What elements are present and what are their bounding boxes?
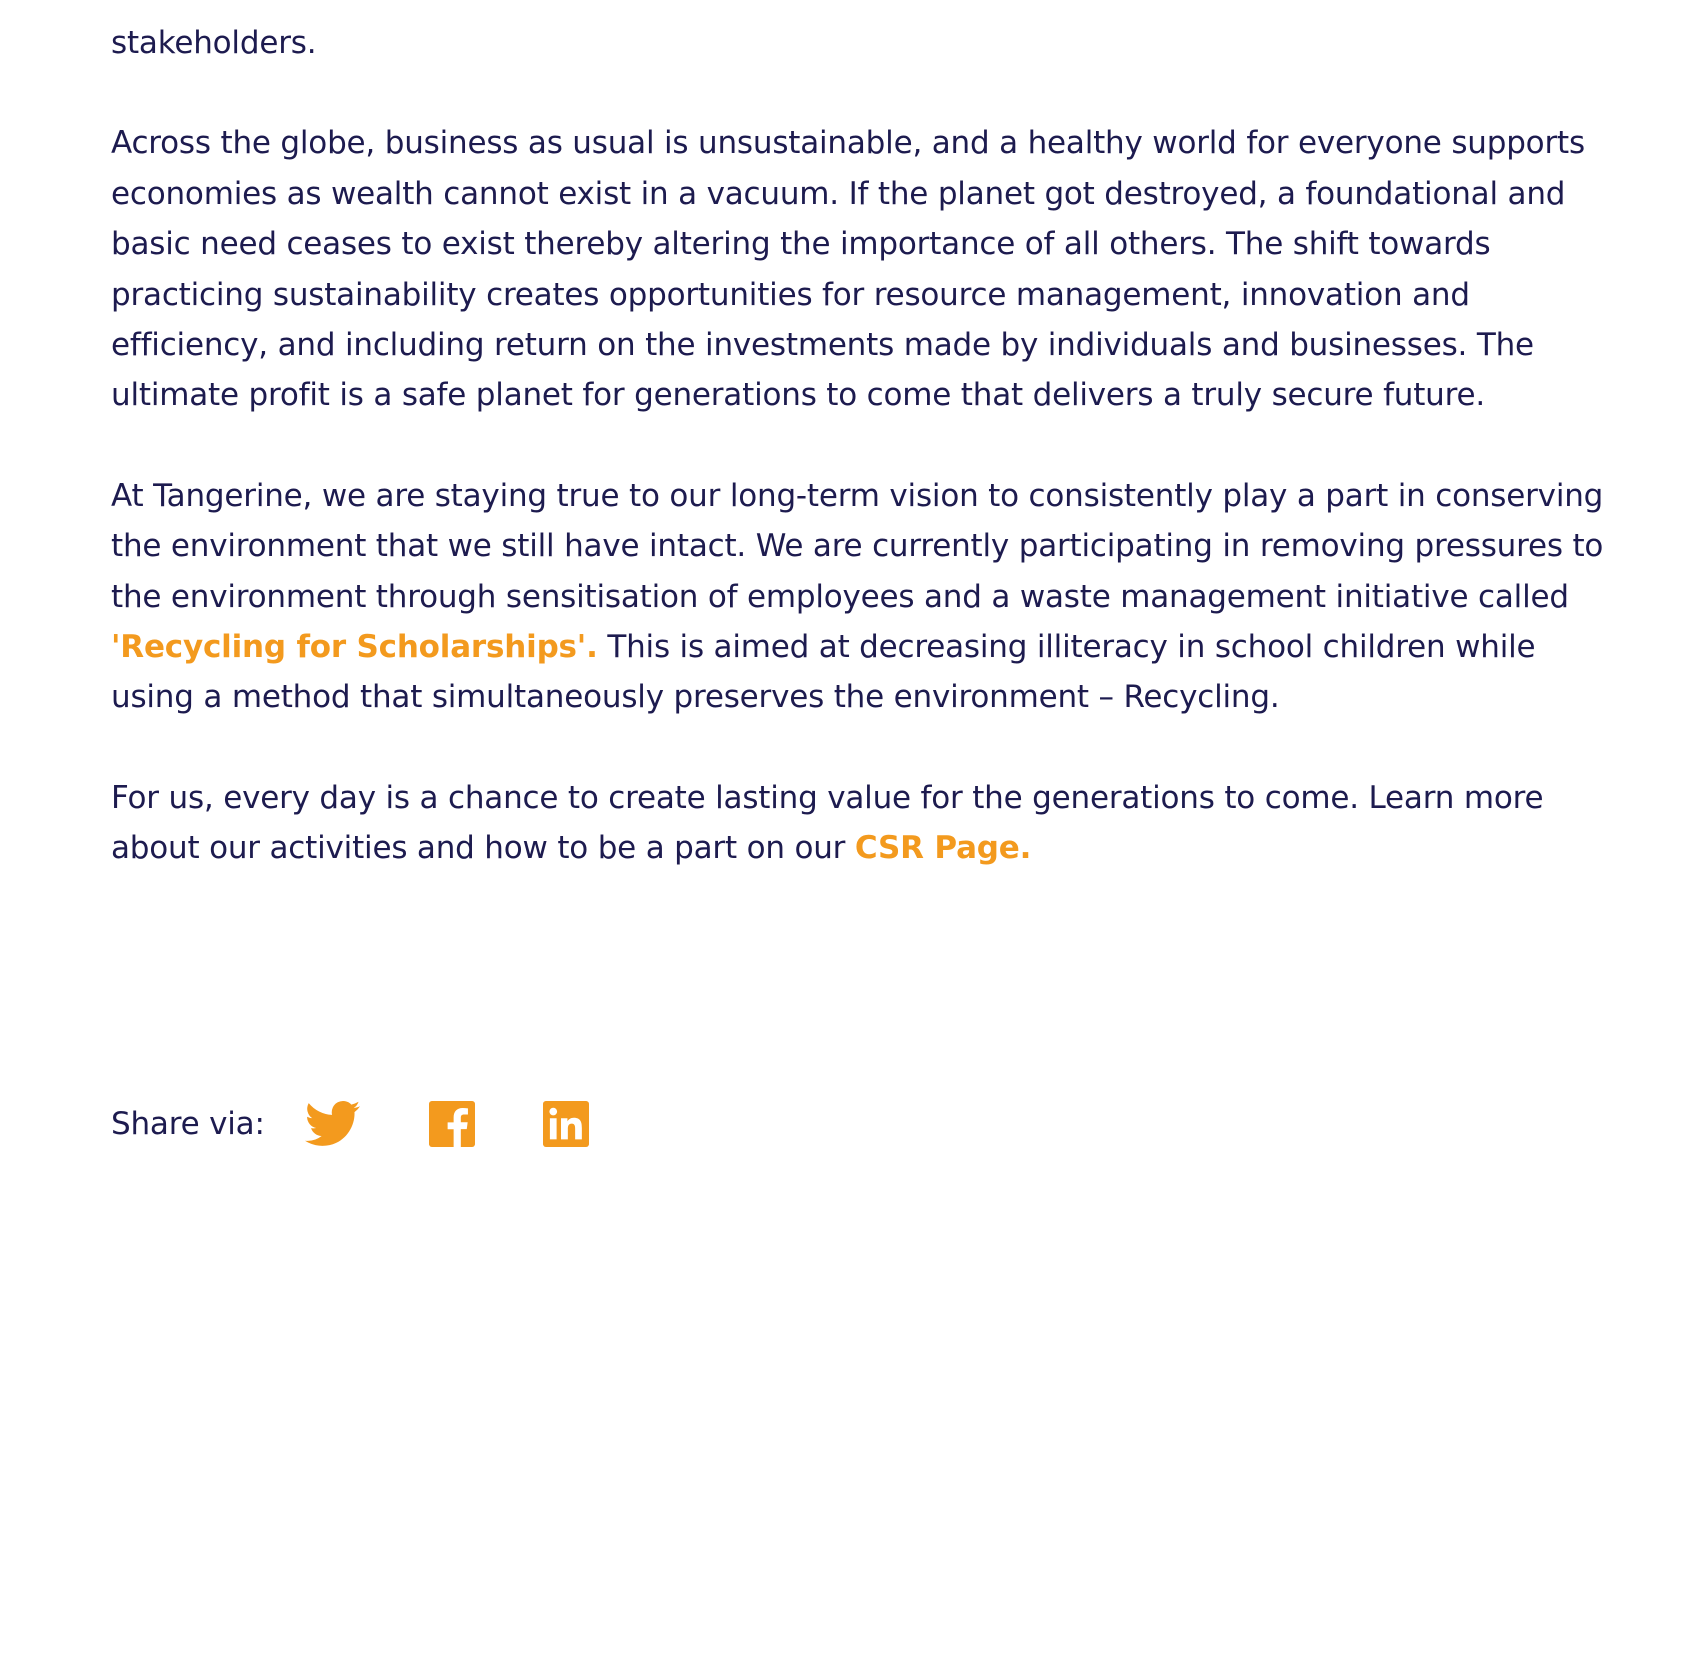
share-bar <box>111 1094 589 1154</box>
paragraph-text: For us, every day is a chance to create lasting value for the generations to come. Learn more about our activities and how to be a part on our <box>111 779 1544 867</box>
linkedin-icon[interactable] <box>543 1101 589 1147</box>
paragraph-text: At Tangerine, we are staying true to our long-term vision to consistently play a part in conserving the environment that we still have intact. We are currently participating in removing pressures to the environment through sensitisation of employees and a waste management initiative called <box>111 477 1604 615</box>
twitter-icon[interactable] <box>305 1099 361 1149</box>
article-paragraph <box>111 773 1611 874</box>
paragraph-text: This is aimed at decreasing illiteracy in school children while using a method that simultaneously preserves the environment – Recycling. <box>111 629 1536 716</box>
article-paragraph: stakeholders. <box>111 25 317 61</box>
csr-page-link[interactable]: CSR Page. <box>854 830 1032 867</box>
recycling-for-scholarships-link[interactable]: 'Recycling for Scholarships'. <box>111 629 598 666</box>
article-body <box>111 18 1611 924</box>
article-paragraph <box>111 471 1611 723</box>
facebook-icon[interactable] <box>429 1101 475 1147</box>
article-paragraph: Across the globe, business as usual is unsustainable, and a healthy world for everyone supports economies as wealth cannot exist in a vacuum. If the planet got destroyed, a foundational and basic need ceases to exist thereby altering the importance of all others. The shift towards practicing sustainability creates opportunities for resource management, innovation and efficiency, and including return on the investments made by individuals and businesses. The ultimate profit is a safe planet for generations to come that delivers a truly secure future. <box>111 125 1585 414</box>
share-label: Share via: <box>111 1106 265 1142</box>
